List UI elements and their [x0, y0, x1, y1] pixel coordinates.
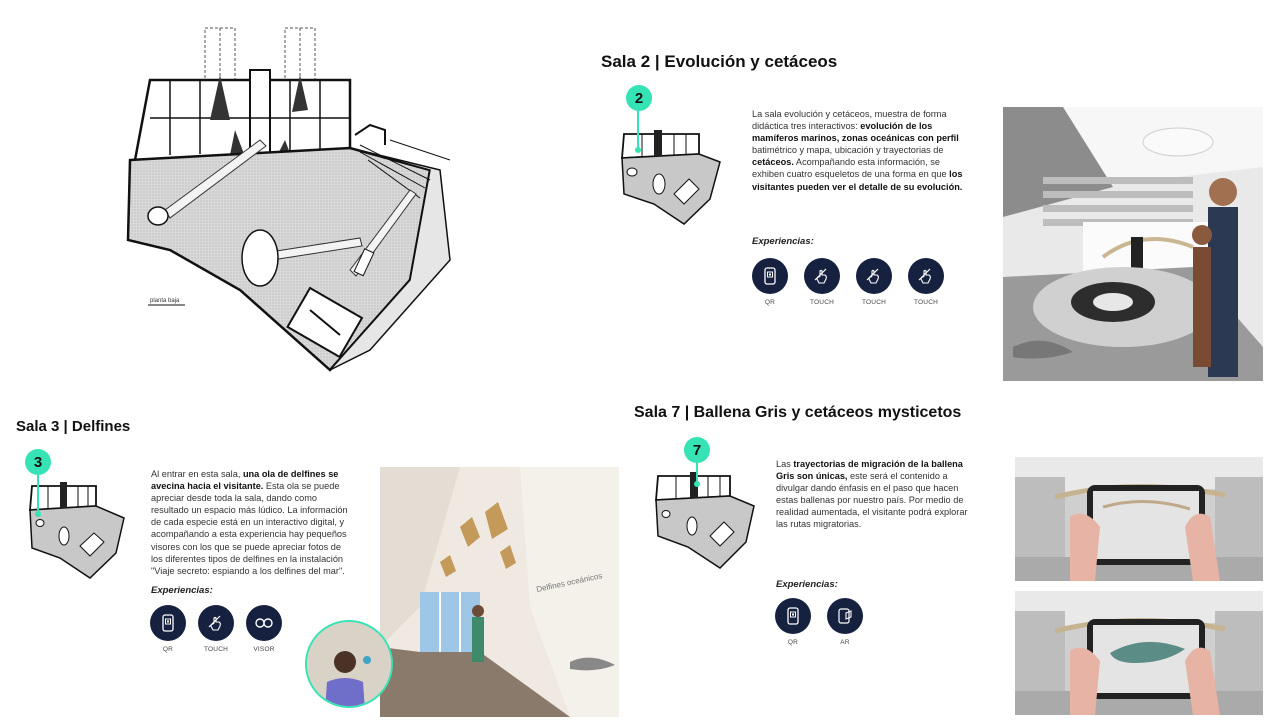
floor-plan — [110, 20, 530, 380]
description-segment: Acompañando esta información, se exhiben cuatro esqueletos de una forma en que — [752, 157, 950, 180]
sala3-inset-circle — [305, 620, 393, 708]
experience-visor — [245, 605, 283, 653]
touch-icon — [856, 258, 892, 294]
experience-label: QR — [764, 299, 776, 306]
floor-plan-drawing — [110, 20, 530, 380]
sala7-experiences — [774, 598, 864, 646]
sala7-title: Sala 7 | Ballena Gris y cetáceos mysticetos — [634, 404, 962, 421]
qr-icon — [752, 258, 788, 294]
experience-touch — [803, 258, 841, 306]
sala2-render-image — [1003, 107, 1263, 381]
description-segment: trayectorias de migración de la ballena Gris son únicas, — [776, 459, 963, 482]
description-segment: una ola de delfines se avecina hacia el visitante. — [151, 469, 339, 492]
qr-icon — [150, 605, 186, 641]
sala2-title: Sala 2 | Evolución y cetáceos — [601, 52, 838, 71]
sala3-number-badge: 3 — [25, 449, 51, 475]
sala7-number-badge: 7 — [684, 437, 710, 463]
sala7-render-1-drawing — [1015, 457, 1263, 581]
description-segment: los visitantes pueden ver el detalle de su evolución. — [752, 169, 963, 192]
sala7-render-2-drawing — [1015, 591, 1263, 715]
description-segment: este será el contenido a divulgar dando énfasis en el paso que hacen estas ballenas por nuestro país. Por medio de realidad aumentada, el visitante podrá explorar las rutas migratorias. — [776, 471, 968, 530]
sala3-render-drawing — [380, 467, 619, 717]
experience-label: TOUCH — [862, 299, 886, 306]
sala2-experiences — [751, 258, 945, 306]
experience-touch — [855, 258, 893, 306]
ar-icon — [827, 598, 863, 634]
experience-label: TOUCH — [914, 299, 938, 306]
sala2-number-badge: 2 — [626, 85, 652, 111]
experience-label: QR — [787, 639, 799, 646]
sala2-render-drawing — [1003, 107, 1263, 381]
experience-label: VISOR — [253, 646, 275, 653]
sala3-title: Sala 3 | Delfines — [16, 418, 131, 435]
sala3-experiences — [149, 605, 283, 653]
description-segment: Al entrar en esta sala, — [151, 469, 243, 479]
experience-label: QR — [162, 646, 174, 653]
description-segment: evolución de los mamíferos marinos, zonas oceánicas con perfil — [752, 121, 959, 144]
description-segment: La sala evolución y cetáceos, muestra de forma didáctica tres interactivos: — [752, 109, 947, 132]
inset-drawing — [307, 622, 393, 708]
sala7-description — [776, 458, 976, 531]
description-segment: batimétrico y mapa, ubicación y trayectorias de — [752, 145, 944, 156]
touch-icon — [198, 605, 234, 641]
description-segment: Las — [776, 459, 794, 469]
render-wall-text: Delfines oceánicos — [535, 571, 604, 594]
sala3-render-image — [380, 467, 619, 717]
touch-icon — [804, 258, 840, 294]
plan-label: planta baja — [150, 298, 180, 304]
sala7-render-image-2 — [1015, 591, 1263, 715]
experience-ar — [826, 598, 864, 646]
experience-touch — [907, 258, 945, 306]
experience-label: TOUCH — [810, 299, 834, 306]
experience-qr — [149, 605, 187, 653]
description-segment: Esta ola se puede apreciar desde toda la sala, dando como resultado un espacio más lúdico. La información de cada especie está en un interactivo digital, y acompañando a esta experiencia hay pequeños visores con los que se puede apreciar fotos de los diferentes tipos de delfines en la instalación "Viaje secreto: espiando a los delfines del mar". — [151, 481, 348, 576]
sala2-description — [752, 108, 972, 193]
sala3-experiences-label: Experiencias: — [151, 585, 213, 596]
sala7-render-image-1 — [1015, 457, 1263, 581]
sala7-experiences-label: Experiencias: — [776, 579, 838, 590]
sala2-experiences-label: Experiencias: — [752, 236, 814, 247]
experience-qr — [774, 598, 812, 646]
description-segment: cetáceos. — [752, 157, 794, 168]
touch-icon — [908, 258, 944, 294]
qr-icon — [775, 598, 811, 634]
experience-label: TOUCH — [204, 646, 228, 653]
sala3-description — [151, 468, 351, 577]
experience-touch — [197, 605, 235, 653]
experience-qr — [751, 258, 789, 306]
experience-label: AR — [840, 639, 850, 646]
visor-icon — [246, 605, 282, 641]
